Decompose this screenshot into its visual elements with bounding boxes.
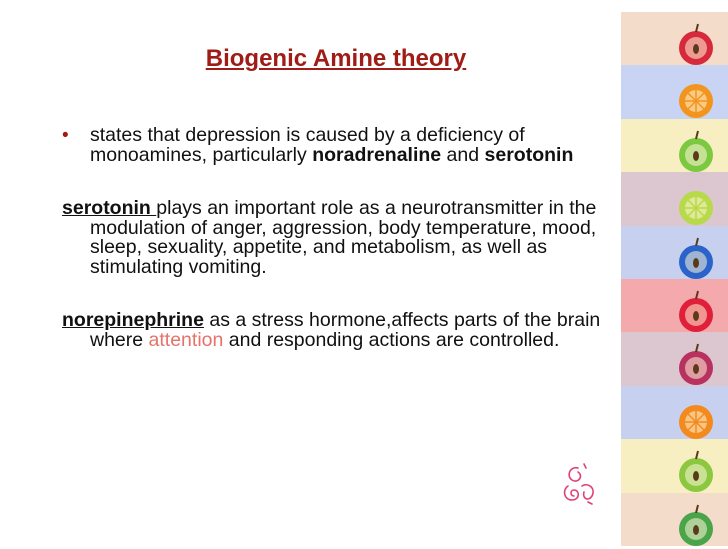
orange-icon — [673, 396, 719, 442]
swirl-logo-icon — [558, 462, 600, 506]
apple-icon — [673, 22, 719, 68]
term-norepinephrine: norepinephrine — [62, 309, 204, 331]
norepinephrine-text-2: and responding actions are controlled. — [223, 328, 560, 351]
slide-title: Biogenic Amine theory — [205, 45, 467, 72]
bullet-text-1: states that depression is caused by a deficiency of monoamines, particularly — [90, 124, 525, 166]
lime-icon — [673, 182, 719, 228]
strip-tile — [621, 172, 728, 226]
bullet-text-2: and — [441, 143, 485, 166]
bullet-dot-icon: • — [62, 125, 69, 146]
norepinephrine-text-1: as a stress hormone,affects parts of the brain where — [90, 309, 601, 351]
apple-icon — [673, 289, 719, 335]
strip-tile — [621, 493, 728, 547]
serotonin-text: plays an important role as a neurotransmitter in the modulation of anger, aggression, body temperature, mood, sleep, sexuality, appetite, and metabolism, as well as stimulating vomiting. — [90, 197, 597, 278]
strip-tile — [621, 279, 728, 333]
strip-tile — [621, 386, 728, 440]
norepinephrine-paragraph — [62, 311, 602, 350]
strip-tile — [621, 439, 728, 493]
highlight-attention: attention — [148, 328, 224, 351]
keyword-serotonin: serotonin — [484, 143, 574, 166]
apple-icon — [673, 342, 719, 388]
strip-tile — [621, 226, 728, 280]
serotonin-paragraph — [62, 199, 602, 277]
term-serotonin: serotonin — [62, 197, 157, 219]
orange-icon — [673, 75, 719, 121]
apple-icon — [673, 449, 719, 495]
apple-icon — [673, 236, 719, 282]
strip-tile — [621, 65, 728, 119]
slide-body — [62, 126, 602, 350]
keyword-noradrenaline: noradrenaline — [312, 143, 442, 166]
apple-icon — [673, 503, 719, 549]
strip-tile — [621, 119, 728, 173]
bullet-item — [62, 126, 602, 165]
strip-tile — [621, 12, 728, 66]
fruit-strip — [621, 12, 728, 546]
apple-icon — [673, 129, 719, 175]
strip-tile — [621, 332, 728, 386]
